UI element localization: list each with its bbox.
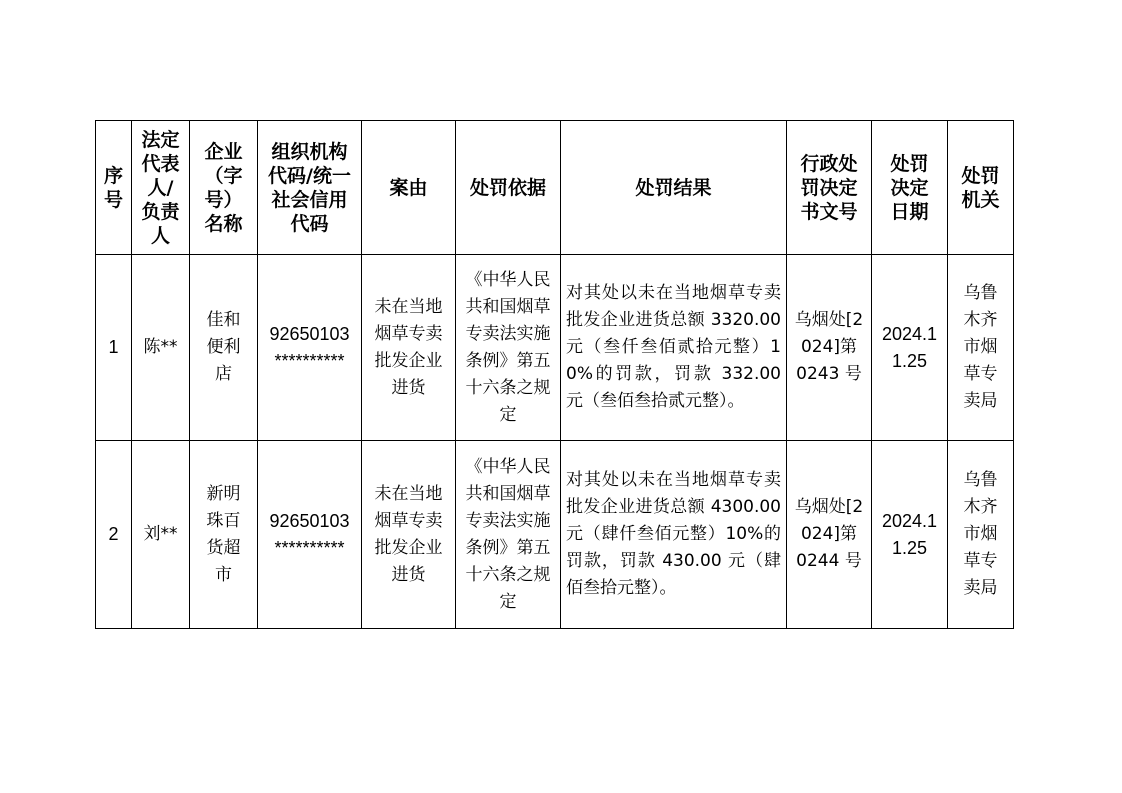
- cell-company: 新明珠百货超市: [190, 441, 258, 629]
- cell-case: 未在当地烟草专卖批发企业进货: [362, 255, 456, 441]
- header-date: 处罚决定日期: [872, 121, 948, 255]
- header-basis: 处罚依据: [456, 121, 561, 255]
- cell-basis: 《中华人民共和国烟草专卖法实施条例》第五十六条之规定: [456, 255, 561, 441]
- cell-authority: 乌鲁木齐市烟草专卖局: [948, 441, 1014, 629]
- cell-date: 2024.11.25: [872, 255, 948, 441]
- cell-seq: 2: [96, 441, 132, 629]
- cell-result: 对其处以未在当地烟草专卖批发企业进货总额 3320.00 元（叁仟叁佰贰拾元整）10%的罚款，罚款 332.00 元（叁佰叁拾贰元整）。: [561, 255, 787, 441]
- cell-legal-rep: 刘**: [132, 441, 190, 629]
- table-row: [96, 255, 1014, 441]
- cell-company: 佳和便利店: [190, 255, 258, 441]
- header-company: 企业（字号）名称: [190, 121, 258, 255]
- header-row: [96, 121, 1014, 255]
- header-legal-rep: 法定代表人/负责人: [132, 121, 190, 255]
- header-seq: 序号: [96, 121, 132, 255]
- cell-seq: 1: [96, 255, 132, 441]
- header-authority: 处罚机关: [948, 121, 1014, 255]
- table-row: [96, 441, 1014, 629]
- cell-org-code: 92650103**********: [258, 441, 362, 629]
- cell-org-code: 92650103**********: [258, 255, 362, 441]
- cell-authority: 乌鲁木齐市烟草专卖局: [948, 255, 1014, 441]
- cell-basis: 《中华人民共和国烟草专卖法实施条例》第五十六条之规定: [456, 441, 561, 629]
- cell-date: 2024.11.25: [872, 441, 948, 629]
- header-case: 案由: [362, 121, 456, 255]
- penalty-table: [95, 120, 1014, 629]
- cell-result: 对其处以未在当地烟草专卖批发企业进货总额 4300.00 元（肆仟叁佰元整）10%的罚款，罚款 430.00 元（肆佰叁拾元整）。: [561, 441, 787, 629]
- header-result: 处罚结果: [561, 121, 787, 255]
- cell-legal-rep: 陈**: [132, 255, 190, 441]
- cell-doc-no: 乌烟处[2024]第 0244 号: [787, 441, 872, 629]
- cell-doc-no: 乌烟处[2024]第 0243 号: [787, 255, 872, 441]
- cell-case: 未在当地烟草专卖批发企业进货: [362, 441, 456, 629]
- header-org-code: 组织机构代码/统一社会信用代码: [258, 121, 362, 255]
- header-doc-no: 行政处罚决定书文号: [787, 121, 872, 255]
